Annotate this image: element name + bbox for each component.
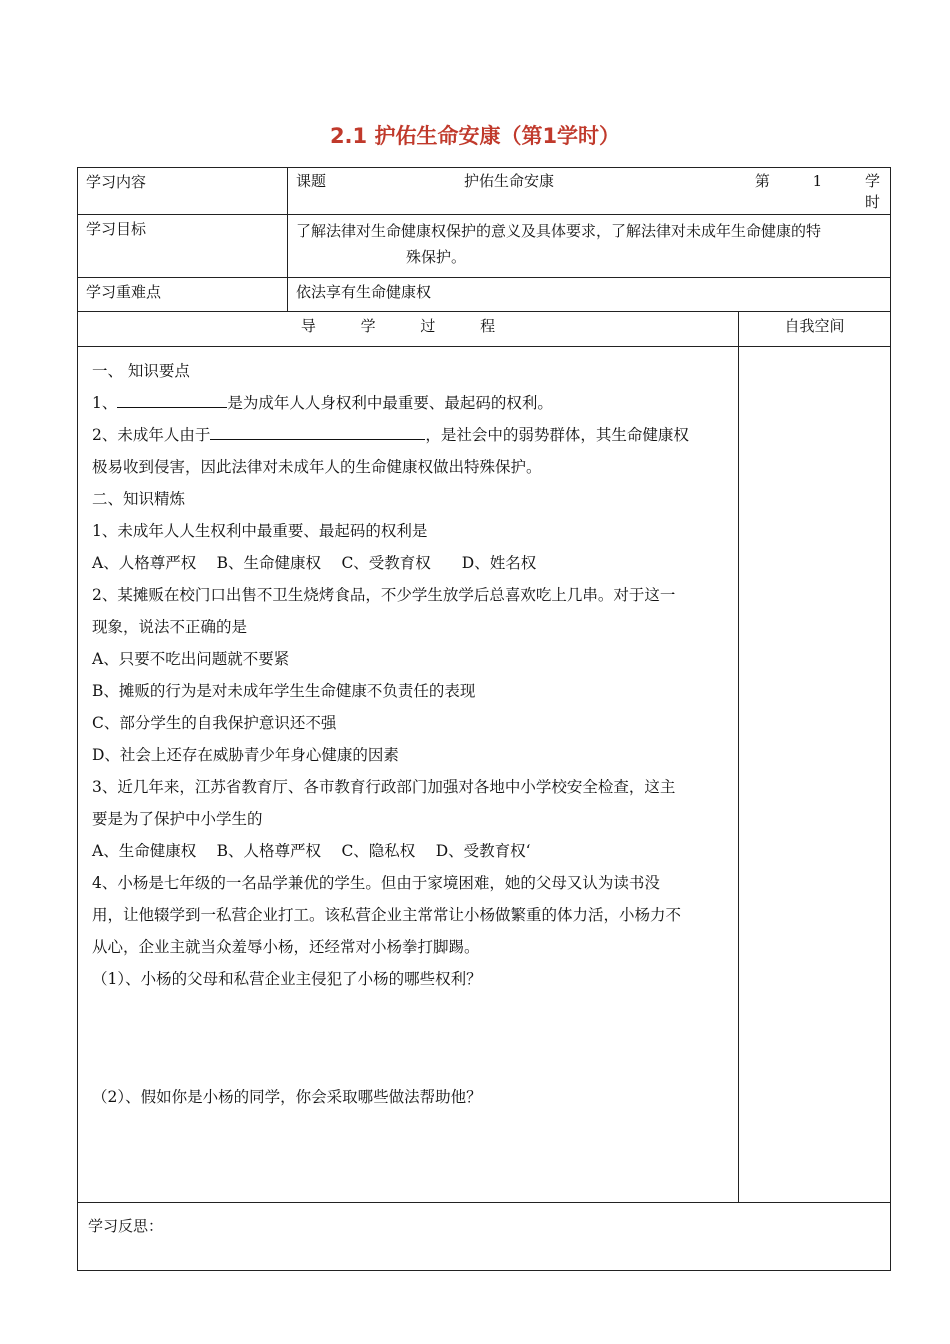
exercise-3-options: A、生命健康权 B、人格尊严权 C、隐私权 D、受教育权‘ [92,842,531,860]
fill-blank-1[interactable] [117,389,227,408]
exercise-2-option-d: D、社会上还存在威胁青少年身心健康的因素 [92,746,399,764]
period-cell [752,170,882,212]
exercise-2-option-b: B、摊贩的行为是对未成年学生生命健康不负责任的表现 [92,682,476,700]
fill-blank-2[interactable] [210,421,425,440]
topic-value: 护佑生命安康 [464,172,555,190]
exercise-1: 1、未成年人人生权利中最重要、最起码的权利是 [92,522,428,540]
study-guide-table [77,167,890,1271]
exercise-2-option-a: A、只要不吃出问题就不要紧 [92,650,290,668]
period-number: 1 [812,172,825,190]
section-knowledge-points: 一、 知识要点 [92,362,190,380]
exercise-3-line2: 要是为了保护中小学生的 [92,810,263,828]
exercise-1-options: A、人格尊严权 B、生命健康权 C、受教育权 D、姓名权 [92,554,537,572]
topic-label: 课题 [296,172,327,190]
reflection-cell[interactable] [78,1203,891,1271]
period-suffix: 学时 [864,172,882,211]
goal-cell [288,215,891,278]
topic-cell [288,168,891,215]
goal-line1: 了解法律对生命健康权保护的意义及具体要求，了解法律对未成年生命健康的特 [296,222,822,240]
exercise-4-question-2: （2）、假如你是小杨的同学，你会采取哪些做法帮助他？ [92,1088,482,1106]
exercise-4-line3: 从心，企业主就当众羞辱小杨，还经常对小杨拳打脚踢。 [92,938,480,956]
question-2: 2、未成年人由于 ，是社会中的弱势群体，其生命健康权 [92,419,728,451]
process-header: 导 学 过 程 [78,312,739,347]
exercise-2-line2: 现象，说法不正确的是 [92,618,248,636]
reflection-label: 学习反思： [88,1217,164,1235]
question-2-line2: 极易收到侵害，因此法律对未成年人的生命健康权做出特殊保护。 [92,458,542,476]
goal-label: 学习目标 [78,215,288,278]
exercise-4-line2: 用，让他辍学到一私营企业打工。该私营企业主常常让小杨做繁重的体力活，小杨力不 [92,906,682,924]
section-practice: 二、知识精炼 [92,490,186,508]
self-space-area[interactable] [739,347,891,1203]
answer-space-1[interactable] [92,995,728,1059]
exercise-4-question-1: （1）、小杨的父母和私营企业主侵犯了小杨的哪些权利？ [92,970,482,988]
goal-line2: 殊保护。 [406,248,467,266]
guided-process-content [78,347,739,1203]
key-value: 依法享有生命健康权 [288,278,891,312]
exercise-2-option-c: C、部分学生的自我保护意识还不强 [92,714,337,732]
key-label: 学习重难点 [78,278,288,312]
page-title: 2.1 护佑生命安康（第1学时） [329,124,621,148]
content-label: 学习内容 [78,168,288,215]
question-1: 1、 是为成年人人身权利中最重要、最起码的权利。 [92,387,728,419]
exercise-4-line1: 4、小杨是七年级的一名品学兼优的学生。但由于家境困难，她的父母又认为读书没 [92,874,660,892]
self-space-header: 自我空间 [739,312,891,347]
exercise-3-line1: 3、近几年来，江苏省教育厅、各市教育行政部门加强对各地中小学校安全检查，这主 [92,778,676,796]
period-prefix: 第 [754,172,772,190]
exercise-2-line1: 2、某摊贩在校门口出售不卫生烧烤食品，不少学生放学后总喜欢吃上几串。对于这一 [92,586,676,604]
